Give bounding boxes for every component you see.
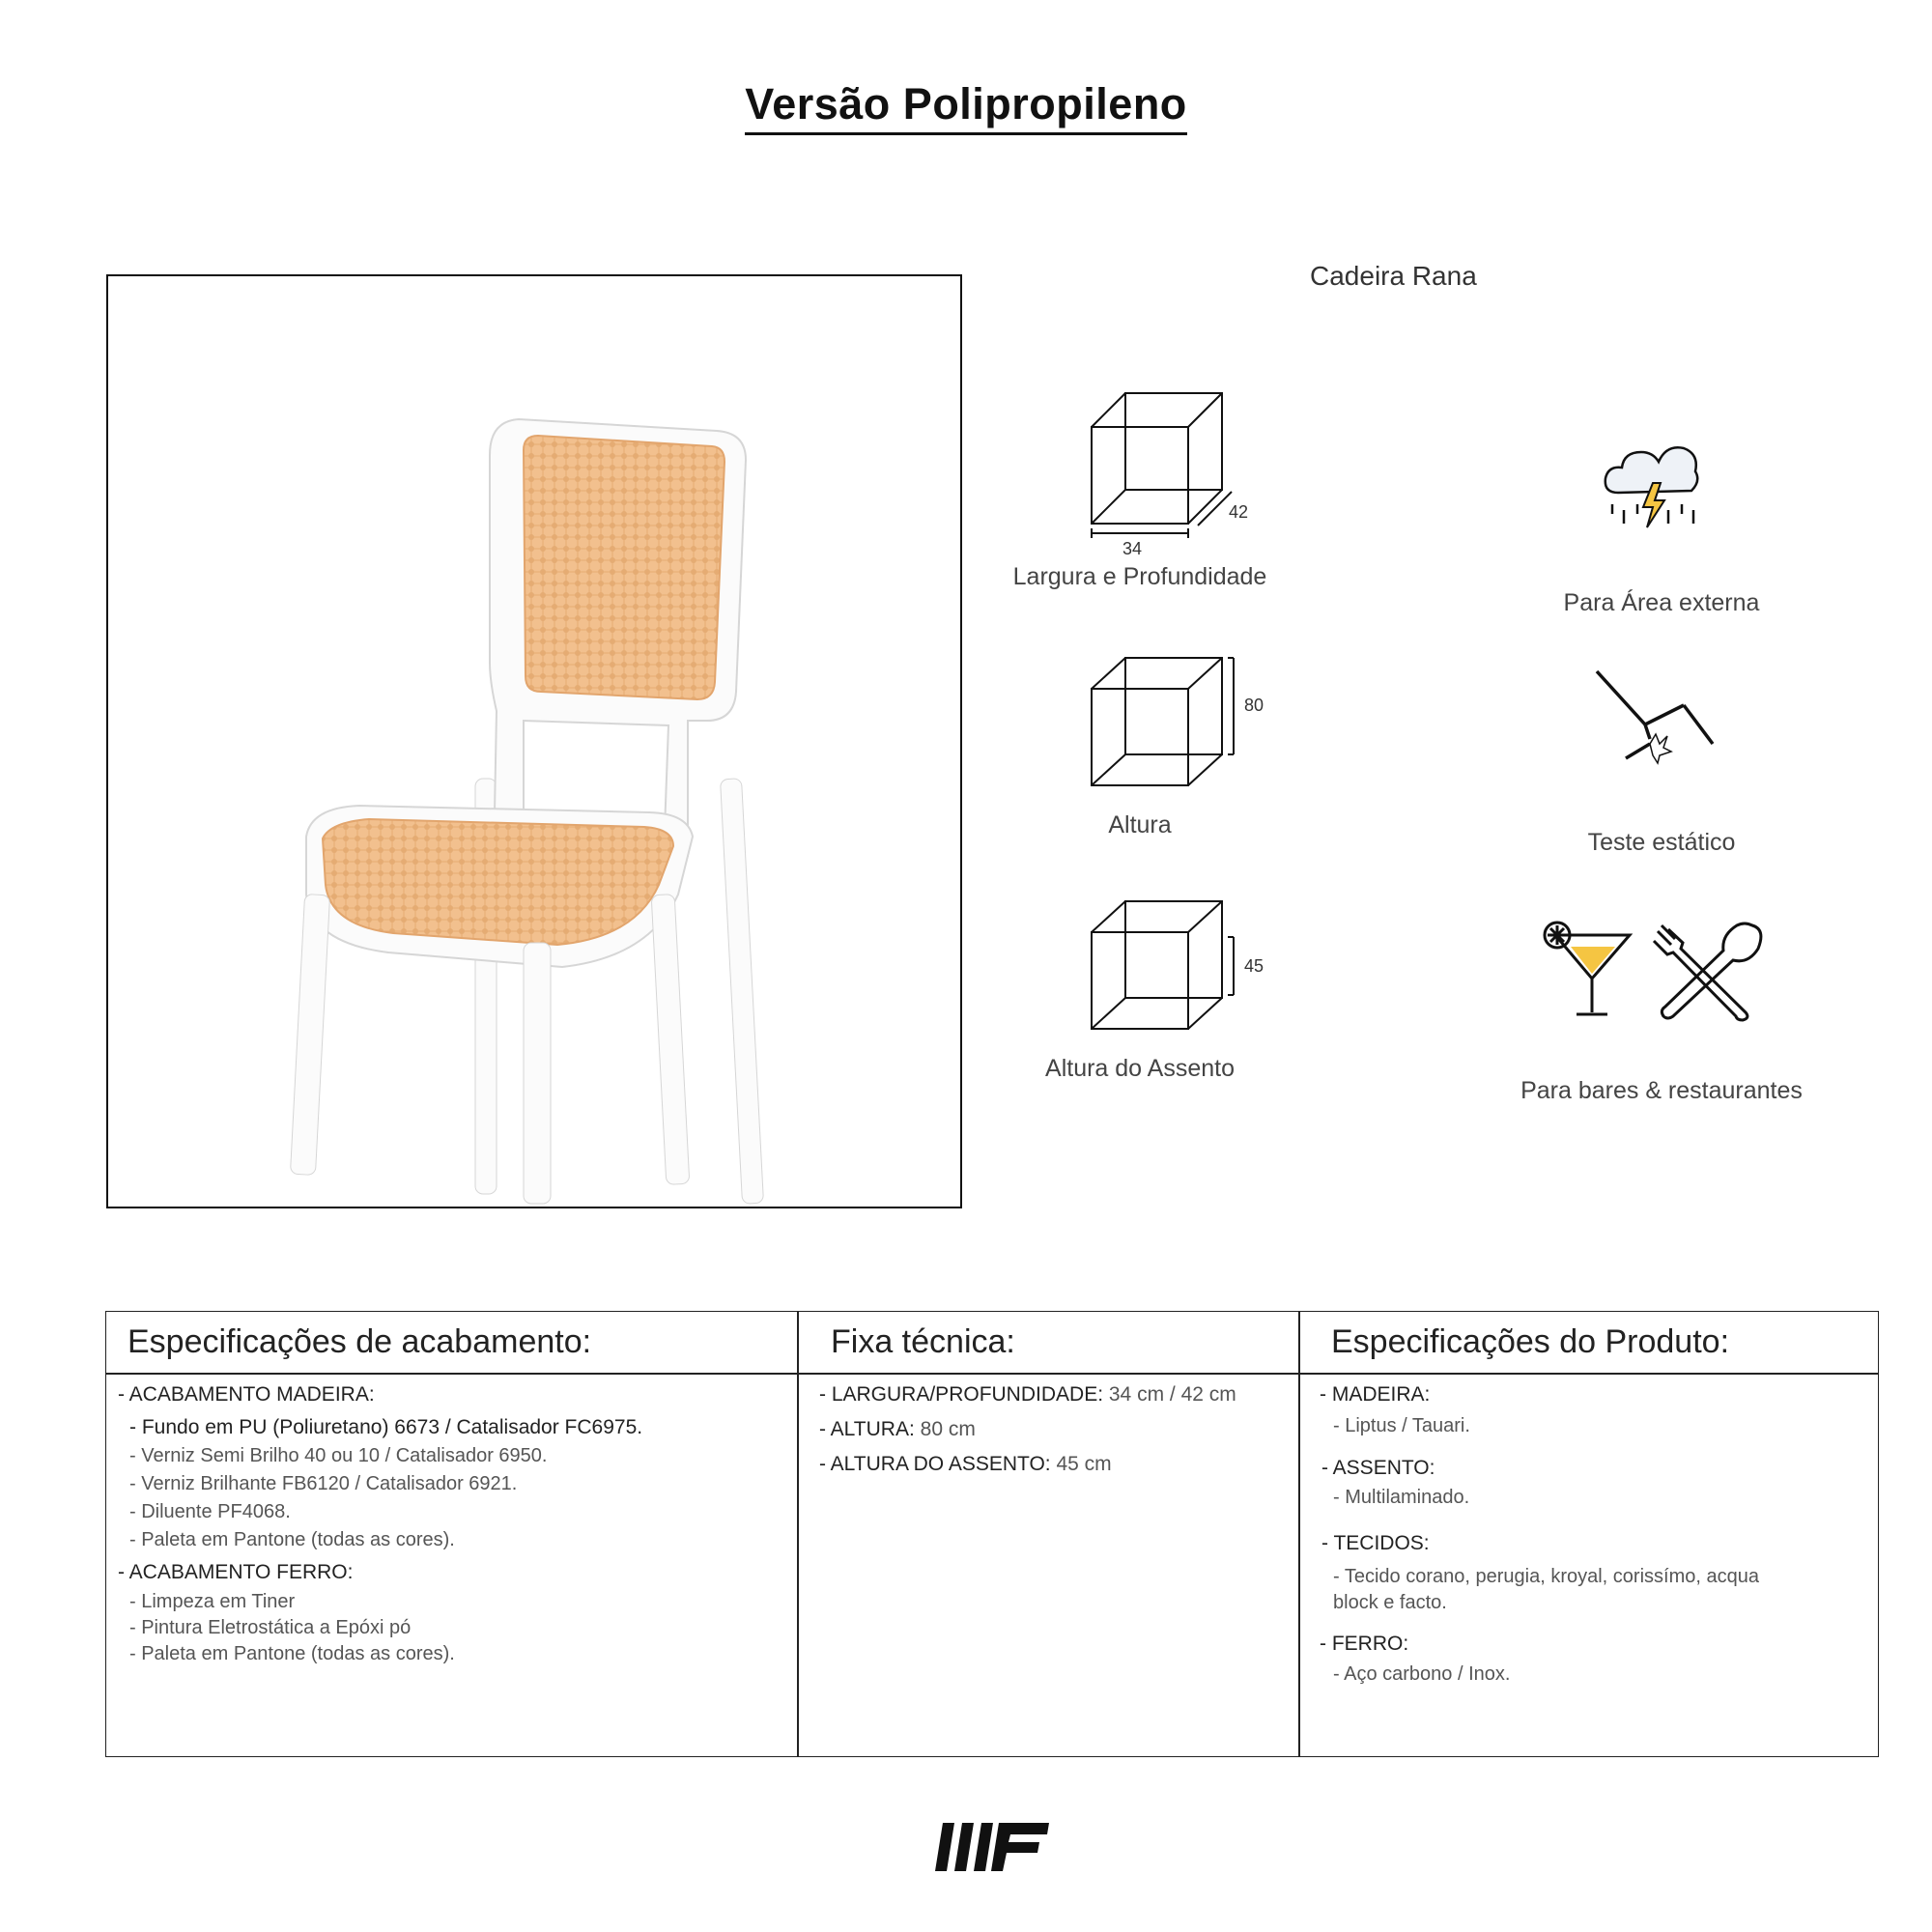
chair-image [108, 276, 960, 1207]
specs-table [105, 1311, 1879, 1757]
brand-logo [935, 1823, 1051, 1876]
finishing-wood-item: - Diluente PF4068. [129, 1501, 291, 1522]
technical-row [819, 1453, 1112, 1476]
width-depth-label: Largura e Profundidade [1012, 563, 1267, 590]
cube-seat-height-icon [1087, 898, 1261, 1048]
technical-heading: Fixa técnica: [831, 1323, 1015, 1360]
height-label: Altura [1108, 811, 1172, 838]
finishing-wood-item: - Paleta em Pantone (todas as cores). [129, 1529, 455, 1550]
finishing-heading: Especificações de acabamento: [128, 1323, 592, 1360]
column-divider-2 [1298, 1312, 1300, 1756]
static-test-icon [1592, 667, 1718, 778]
seat-height-label: Altura do Assento [1045, 1055, 1235, 1082]
product-name: Cadeira Rana [1310, 261, 1477, 291]
finishing-iron-item: - Pintura Eletrostática a Epóxi pó [129, 1617, 412, 1638]
product-fabric-value: - Tecido corano, perugia, kroyal, corissímo, acqua [1333, 1566, 1759, 1587]
technical-row-label: - LARGURA/PROFUNDIDADE: [819, 1383, 1104, 1406]
finishing-wood-item: - Verniz Brilhante FB6120 / Catalisador 6921. [129, 1473, 518, 1494]
finishing-wood-title: - ACABAMENTO MADEIRA: [118, 1383, 375, 1406]
finishing-iron-title: - ACABAMENTO FERRO: [118, 1561, 354, 1583]
finishing-wood-item: - Fundo em PU (Poliuretano) 6673 / Catalisador FC6975. [129, 1416, 643, 1438]
technical-row [819, 1418, 976, 1441]
technical-row-label: - ALTURA DO ASSENTO: [819, 1453, 1051, 1475]
page-title: Versão Polipropileno [0, 79, 1932, 129]
cube-height-icon [1087, 655, 1261, 805]
column-divider-1 [797, 1312, 799, 1756]
technical-row-value: 45 cm [1056, 1453, 1112, 1475]
product-image-frame [106, 274, 962, 1208]
cocktail-cutlery-icon [1538, 916, 1770, 1027]
technical-row [819, 1383, 1236, 1406]
feature-outdoor-label: Para Área externa [1563, 589, 1760, 616]
product-specs-heading: Especificações do Produto: [1331, 1323, 1730, 1360]
width-value: 34 [1122, 539, 1143, 558]
seat-height-value: 45 [1244, 956, 1264, 976]
technical-row-value: 34 cm / 42 cm [1108, 1383, 1236, 1406]
product-iron-title: - FERRO: [1320, 1633, 1409, 1655]
technical-row-value: 80 cm [920, 1418, 976, 1440]
product-fabric-value-cont: block e facto. [1333, 1592, 1447, 1613]
height-value: 80 [1244, 696, 1264, 715]
product-seat-value: - Multilaminado. [1333, 1487, 1470, 1508]
product-fabric-title: - TECIDOS: [1321, 1532, 1430, 1554]
feature-bars-restaurants-label: Para bares & restaurantes [1520, 1077, 1803, 1104]
technical-row-label: - ALTURA: [819, 1418, 915, 1440]
product-seat-title: - ASSENTO: [1321, 1457, 1435, 1479]
product-wood-value: - Liptus / Tauari. [1333, 1415, 1470, 1436]
cube-width-depth-icon [1087, 388, 1261, 567]
storm-cloud-icon [1599, 435, 1705, 546]
finishing-wood-item: - Verniz Semi Brilho 40 ou 10 / Catalisador 6950. [129, 1445, 548, 1466]
table-header-divider [106, 1373, 1878, 1375]
product-wood-title: - MADEIRA: [1320, 1383, 1431, 1406]
feature-static-test-label: Teste estático [1587, 829, 1736, 856]
product-iron-value: - Aço carbono / Inox. [1333, 1663, 1511, 1685]
finishing-iron-item: - Limpeza em Tiner [129, 1591, 296, 1612]
depth-value: 42 [1229, 502, 1249, 522]
finishing-iron-item: - Paleta em Pantone (todas as cores). [129, 1643, 455, 1664]
